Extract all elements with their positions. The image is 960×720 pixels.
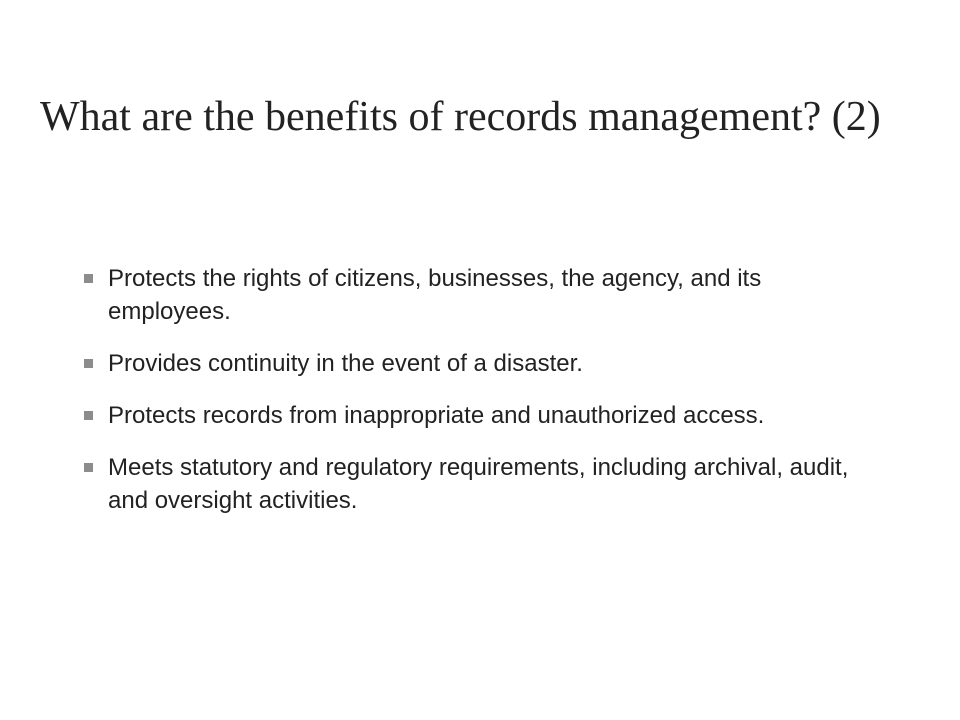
bullet-item: [84, 347, 884, 380]
bullet-text: Provides continuity in the event of a disaster.: [108, 350, 583, 377]
square-bullet-icon: [84, 463, 93, 472]
square-bullet-icon: [84, 359, 93, 368]
bullet-text: Protects records from inappropriate and unauthorized access.: [108, 402, 765, 429]
bullet-list: [84, 262, 884, 536]
bullet-item: [84, 451, 884, 517]
square-bullet-icon: [84, 411, 93, 420]
bullet-text: Protects the rights of citizens, businesses, the agency, and its employees.: [108, 265, 762, 325]
bullet-text: Meets statutory and regulatory requirements, including archival, audit, and oversight activities.: [108, 454, 849, 514]
bullet-item: [84, 262, 884, 328]
square-bullet-icon: [84, 274, 93, 283]
bullet-item: [84, 399, 884, 432]
slide-title: What are the benefits of records management? (2): [40, 94, 881, 140]
